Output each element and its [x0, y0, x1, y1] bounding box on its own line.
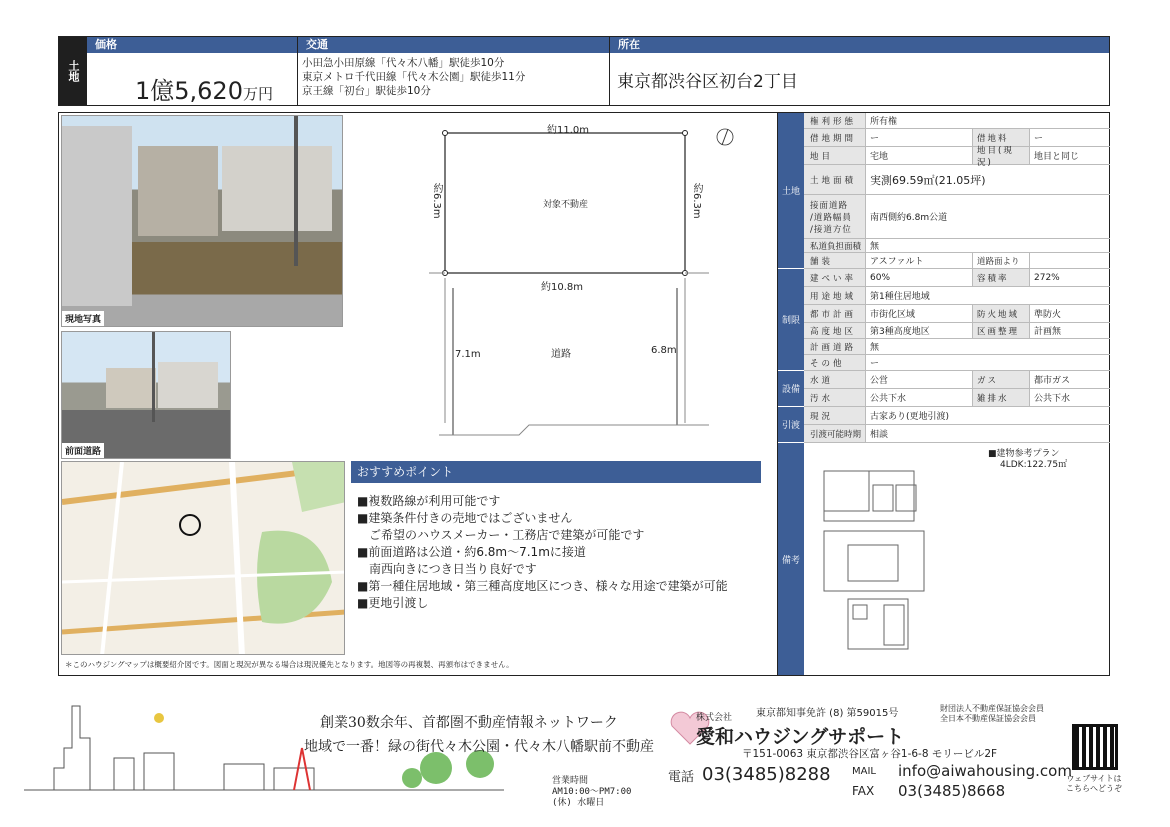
plot-bottom-dim: 約10.8m [541, 282, 584, 293]
license: 東京都知事免許 (8) 第59015号 [756, 708, 899, 719]
road-left-width: 7.1m [455, 349, 481, 360]
row-use-zone: 用途地域 第1種住居地域 [804, 287, 1110, 305]
row-private-road: 私道負担面積 無 [804, 239, 1110, 253]
row-lease: 借地期間 ー 借地料 ー [804, 129, 1110, 147]
recommend-item: ■複数路線が利用可能です [357, 494, 501, 508]
business-hours: 営業時間 AM10:00〜PM7:00 (休) 水曜日 [552, 776, 632, 808]
recommend-item: ご希望のハウスメーカー・工務店で建築が可能です [357, 528, 645, 542]
map-disclaimer: ＊このハウジングマップは概要紹介図です。図面と現況が異なる場合は現況優先となります。地図等の再複製、再頒布はできません。 [65, 660, 514, 669]
row-planned-road: 計画道路 無 [804, 339, 1110, 355]
group-land: 土地 [778, 113, 804, 269]
recommend-item: ■前面道路は公道・約6.8m〜7.1mに接道 [357, 545, 586, 559]
plot-label: 対象不動産 [543, 200, 589, 210]
group-restrict: 制限 [778, 269, 804, 371]
transport-list [302, 56, 525, 98]
transport-item: 東京メトロ千代田線「代々木公園」駅徒歩11分 [302, 71, 526, 83]
row-pavement: 舗装 アスファルト 道路面より [804, 253, 1110, 269]
row-water: 水道 公営 ガス 都市ガス [804, 371, 1110, 389]
website-note: ウェブサイトは こちらへどうぞ [1066, 774, 1122, 793]
row-road-access: 接面道路 /道路幅員 /接道方位 南西側約6.8m公道 [804, 195, 1110, 239]
recommend-item: ■更地引渡し [357, 596, 429, 610]
company-name: 愛和ハウジングサポート [696, 726, 905, 748]
company-address: 〒151-0063 東京都渋谷区富ヶ谷1-6-8 モリービル2F [742, 748, 998, 760]
road-right-width: 6.8m [651, 345, 677, 356]
location-value: 東京都渋谷区初台2丁目 [617, 72, 798, 92]
road-photo [61, 331, 231, 459]
recommend-list [351, 493, 761, 612]
group-handover: 引渡 [778, 407, 804, 443]
company-type: 株式会社 [696, 713, 733, 723]
plot-top-dim: 約11.0m [547, 125, 590, 136]
tel-number[interactable]: 03(3485)8288 [702, 764, 831, 785]
plan-caption: ■建物参考プラン 4LDK:122.75㎡ [988, 449, 1068, 470]
group-facility: 設備 [778, 371, 804, 407]
tel-label: 電話 [668, 770, 695, 785]
row-land-category: 地目 宅地 地目(現況) 地目と同じ [804, 147, 1110, 165]
group-remarks: 備考 [778, 443, 804, 675]
header-bar [58, 36, 1110, 106]
row-sewage: 汚水 公共下水 雑排水 公共下水 [804, 389, 1110, 407]
price-value: 1億5,620万円 [135, 77, 273, 105]
road-photo-caption: 前面道路 [62, 443, 104, 458]
recommend-item: ■建築条件付きの売地ではございません [357, 511, 573, 525]
fax-number: 03(3485)8668 [898, 782, 1006, 800]
row-status: 現況 古家あり(更地引渡) [804, 407, 1110, 425]
row-land-area: 土地面積 実測69.59㎡(21.05坪) [804, 165, 1110, 195]
property-marker [180, 515, 200, 535]
row-rights: 権利形態 所有権 [804, 113, 1110, 129]
associations: 財団法人不動産保証協会会員 全日本不動産保証協会会員 [940, 704, 1044, 723]
transport-item: 京王線「初台」駅徒歩10分 [302, 85, 431, 97]
plot-right-dim: 約6.3m [691, 183, 702, 219]
fax-label: FAX [852, 784, 875, 798]
row-delivery: 引渡可能時期 相談 [804, 425, 1110, 443]
transport-item: 小田急小田原線「代々木八幡」駅徒歩10分 [302, 57, 505, 69]
row-coverage: 建ぺい率 60% 容積率 272% [804, 269, 1110, 287]
property-sheet [58, 112, 1110, 676]
category-tag: 土地 [59, 37, 87, 105]
row-height-zone: 高度地区 第3種高度地区 区画整理 計画無 [804, 323, 1110, 339]
plot-left-dim: 約6.3m [431, 183, 442, 219]
transport-label: 交通 [297, 37, 609, 53]
recommend-item: ■第一種住居地域・第三種高度地区につき、様々な用途で建築が可能 [357, 579, 728, 593]
area-map [61, 461, 345, 655]
site-photo [61, 115, 343, 327]
recommend-section [351, 461, 761, 612]
mail-address[interactable]: info@aiwahousing.com [898, 762, 1072, 780]
price-label: 価格 [87, 37, 297, 53]
qr-code-icon[interactable] [1072, 724, 1118, 770]
slogan-2: 地域で一番！緑の街代々木公園・代々木八幡駅前不動産 [304, 739, 654, 755]
slogan-1: 創業30数余年、首都圏不動産情報ネットワーク [320, 715, 618, 731]
spec-table [777, 113, 1110, 675]
row-other: その他 ー [804, 355, 1110, 371]
row-city-plan: 都市計画 市街化区域 防火地域 準防火 [804, 305, 1110, 323]
mail-label: MAIL [852, 766, 876, 777]
site-photo-caption: 現地写真 [62, 311, 104, 326]
recommend-title: おすすめポイント [351, 461, 761, 483]
location-label: 所在 [609, 37, 1109, 53]
recommend-item: 南西向きにつき日当り良好です [357, 562, 537, 576]
floor-plan [818, 465, 998, 655]
road-label: 道路 [551, 349, 571, 360]
map-graphic [62, 462, 345, 655]
footer [0, 680, 1170, 827]
